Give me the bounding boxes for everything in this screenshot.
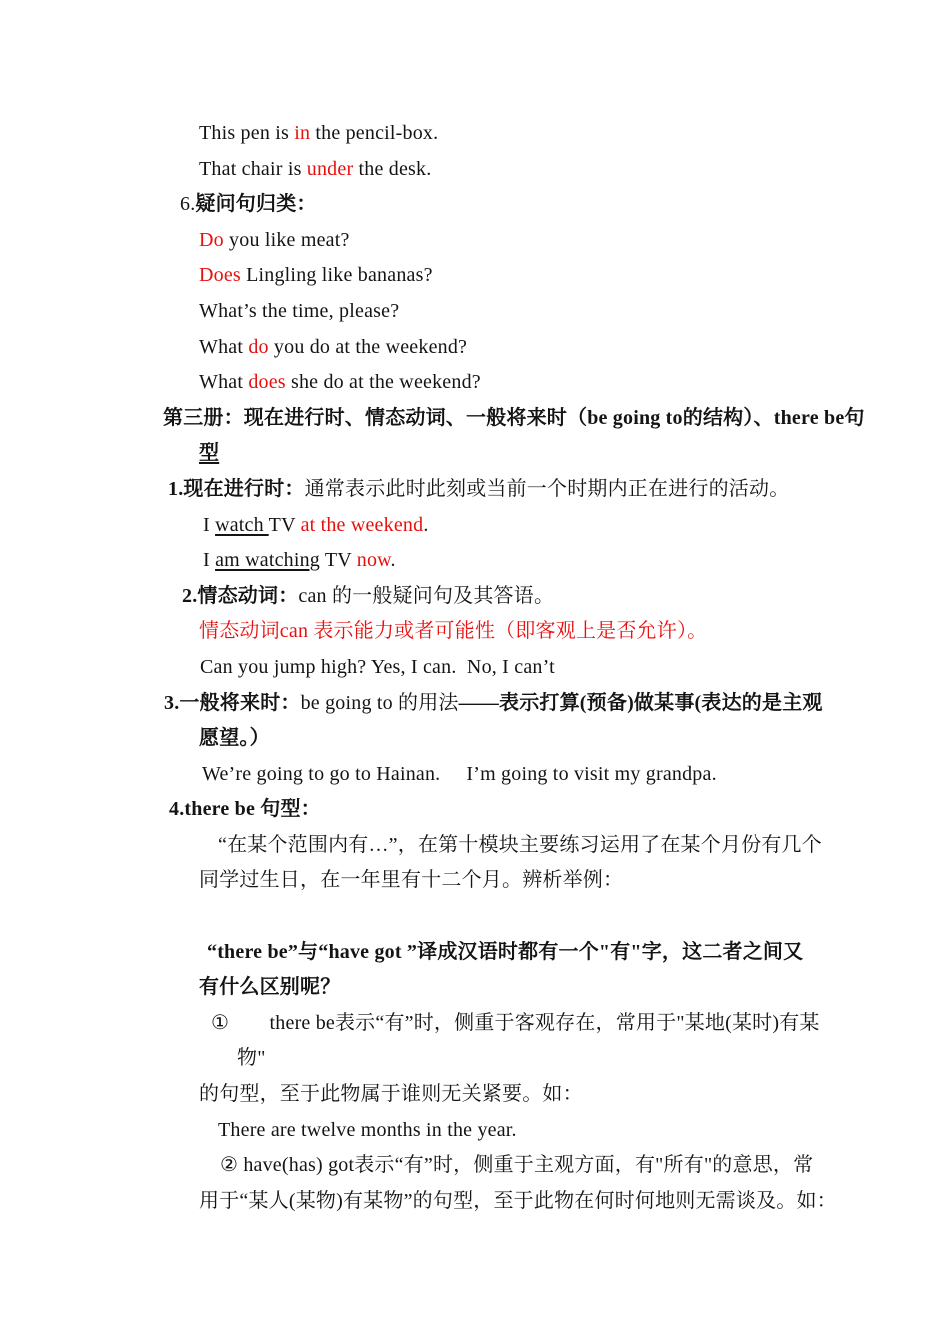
text-segment: 情态动词can 表示能力或者可能性（即客观上是否允许）。 xyxy=(199,620,708,643)
text-segment: This pen is xyxy=(199,122,295,144)
text-line xyxy=(0,863,950,899)
text-segment: . xyxy=(423,513,429,536)
text-line xyxy=(0,187,950,223)
text-line xyxy=(0,935,950,971)
text-segment: under xyxy=(306,157,354,180)
text-line xyxy=(0,828,950,864)
text-line xyxy=(0,1077,950,1113)
text-line xyxy=(0,650,950,686)
text-line xyxy=(0,614,950,650)
text-segment: “在某个范围内有…”，在第十模块主要练习运用了在某个月份有几个 xyxy=(218,833,822,856)
text-segment: the desk. xyxy=(353,157,432,180)
text-line xyxy=(0,258,950,294)
text-line xyxy=(0,792,950,828)
text-line xyxy=(0,970,950,1006)
text-segment: 3.一般将来时： xyxy=(164,691,301,714)
text-segment: 6. xyxy=(180,193,196,216)
text-line xyxy=(0,508,950,544)
text-segment: the pencil-box. xyxy=(310,122,439,144)
text-segment: watch xyxy=(215,513,269,536)
text-segment: at the weekend xyxy=(300,513,424,536)
text-segment: you like meat? xyxy=(223,228,350,251)
text-segment: 1.现在进行时： xyxy=(168,477,305,500)
text-segment: 疑问句归类： xyxy=(195,193,317,216)
text-line xyxy=(0,223,950,259)
text-line xyxy=(0,152,950,188)
text-segment: does xyxy=(248,371,286,394)
text-line xyxy=(0,472,950,508)
text-segment: Can you jump high? Yes, I can. No, I can’t xyxy=(200,655,555,678)
text-segment: Do xyxy=(199,228,224,251)
text-segment: . xyxy=(390,549,396,572)
text-segment: I xyxy=(203,549,216,572)
text-segment: 通常表示此时此刻或当前一个时期内正在进行的活动。 xyxy=(304,477,790,500)
text-segment: 4.there be 句型： xyxy=(169,798,321,821)
text-line xyxy=(0,401,950,437)
text-line xyxy=(0,1006,950,1042)
text-segment: What’s the time, please? xyxy=(199,299,400,322)
text-line xyxy=(0,686,950,722)
text-line xyxy=(0,1184,950,1220)
text-segment: 的句型，至于此物属于谁则无关紧要。如： xyxy=(199,1083,583,1106)
text-line xyxy=(0,579,950,615)
text-segment: 愿望。） xyxy=(199,727,270,750)
text-segment: in xyxy=(294,122,311,144)
text-segment: 同学过生日，在一年里有十二个月。辨析举例： xyxy=(199,869,624,892)
text-line xyxy=(0,294,950,330)
text-segment: “there be”与“have got ”译成汉语时都有一个"有"字，这二者之间又 xyxy=(207,940,804,963)
text-segment: 有什么区别呢？ xyxy=(199,976,341,999)
text-line xyxy=(0,436,950,472)
text-segment: now xyxy=(356,549,391,572)
text-segment: ——表示打算(预备)做某事(表达的是主观 xyxy=(458,691,823,714)
text-line xyxy=(0,721,950,757)
text-segment: 型 xyxy=(199,442,220,465)
text-line xyxy=(0,1041,950,1077)
text-line xyxy=(0,365,950,401)
text-segment: We’re going to go to Hainan. I’m going to visit my grandpa. xyxy=(202,762,717,785)
text-segment: I xyxy=(203,513,216,536)
text-segment: 用于“某人(某物)有某物”的句型，至于此物在何时何地则无需谈及。如： xyxy=(199,1189,837,1212)
text-segment: Does xyxy=(199,264,241,287)
text-segment: she do at the weekend? xyxy=(285,371,481,394)
text-segment: am watching xyxy=(215,549,321,572)
text-segment: There are twelve months in the year. xyxy=(218,1118,517,1141)
text-segment: 物" xyxy=(237,1047,266,1070)
text-segment: What xyxy=(199,335,249,358)
text-segment: ① there be表示“有”时，侧重于客观存在，常用于"某地(某时)有某 xyxy=(211,1011,820,1034)
text-segment: 2.情态动词： xyxy=(182,584,299,607)
text-line xyxy=(0,1148,950,1184)
text-segment: What xyxy=(199,371,249,394)
blank-line xyxy=(0,899,950,935)
text-line xyxy=(0,757,950,793)
text-segment: can 的一般疑问句及其答语。 xyxy=(298,584,555,607)
text-segment: do xyxy=(248,335,269,358)
text-line xyxy=(0,116,950,152)
text-line xyxy=(0,330,950,366)
text-segment: That chair is xyxy=(199,157,307,180)
text-segment: you do at the weekend? xyxy=(268,335,468,358)
text-line xyxy=(0,1113,950,1149)
text-segment: 第三册：现在进行时、情态动词、一般将来时（be going to的结构）、there be句 xyxy=(163,406,865,429)
text-segment: Lingling like bananas? xyxy=(240,264,433,287)
text-line xyxy=(0,543,950,579)
text-segment: be going to 的用法 xyxy=(300,691,459,714)
text-segment: ② have(has) got表示“有”时，侧重于主观方面，有"所有"的意思，常 xyxy=(220,1154,814,1177)
text-segment: TV xyxy=(268,513,301,536)
text-segment: TV xyxy=(320,549,357,572)
